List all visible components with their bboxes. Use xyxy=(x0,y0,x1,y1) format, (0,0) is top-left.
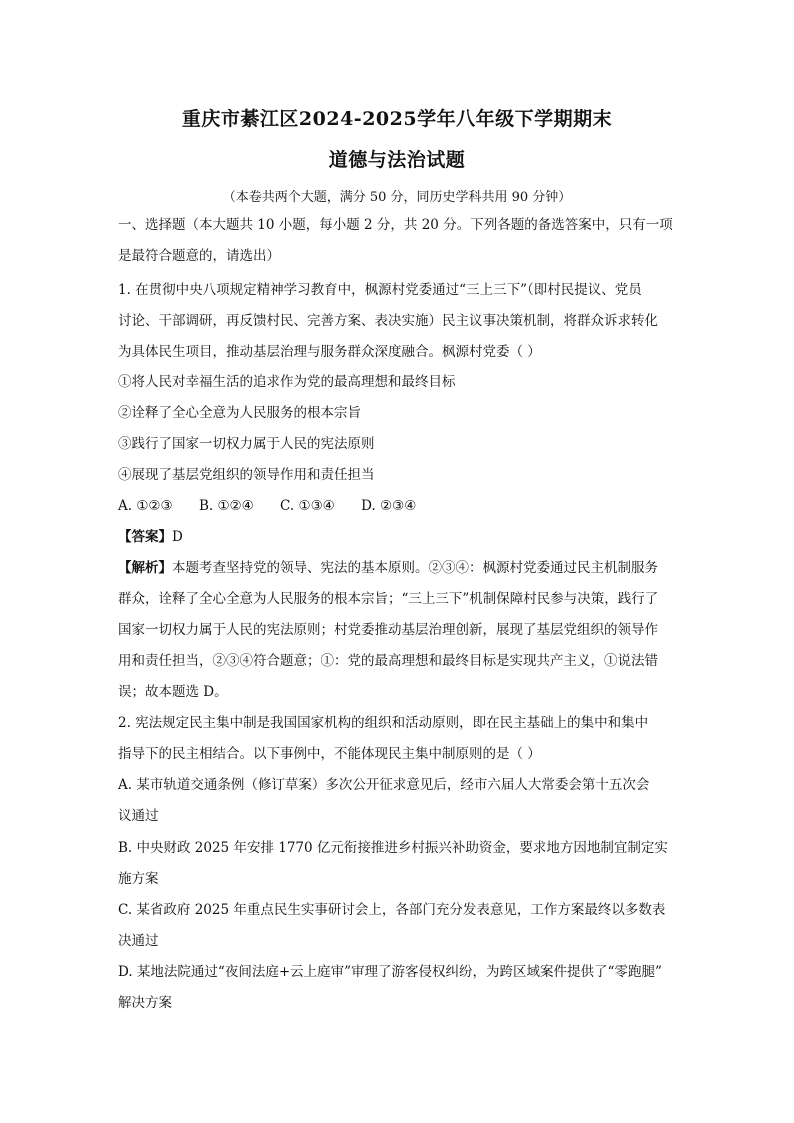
q2-option-b: B. 中央财政 2025 年安排 1770 亿元衔接推进乡村振兴补助资金，要求地方因地制宜制定实 xyxy=(118,840,668,856)
q1-answer xyxy=(118,528,183,546)
exam-note: （本卷共两个大题，满分 50 分，同历史学科共用 90 分钟） xyxy=(222,190,572,205)
section-heading: 一、选择题（本大题共 10 小题，每小题 2 分，共 20 分。下列各题的备选答案中，只有一项 xyxy=(118,217,673,233)
exam-title: 重庆市綦江区2024-2025学年八年级下学期期末 xyxy=(181,108,613,130)
q2-option-d: D. 某地法院通过“夜间法庭+云上庭审”审理了游客侵权纠纷，为跨区域案件提供了“零跑腿” xyxy=(118,964,662,980)
q2-option-d-cont: 解决方案 xyxy=(118,995,172,1011)
q1-analysis: 国家一切权力属于人民的宪法原则；村党委推动基层治理创新，展现了基层党组织的领导作 xyxy=(118,622,658,638)
q2-option-a: A. 某市轨道交通条例（修订草案）多次公开征求意见后，经市六届人大常委会第十五次会 xyxy=(118,777,650,793)
q1-option-d: D. ②③④ xyxy=(361,498,417,514)
q1-option-c: C. ①③④ xyxy=(280,498,335,514)
analysis-text: 本题考查坚持党的领导、宪法的基本原则。②③④：枫源村党委通过民主机制服务 xyxy=(172,560,658,576)
q2-option-a-cont: 议通过 xyxy=(118,808,159,824)
q2-option-c: C. 某省政府 2025 年重点民生实事研讨会上，各部门充分发表意见，工作方案最终以多数表 xyxy=(118,902,666,918)
q1-statement-4: ④展现了基层党组织的领导作用和责任担当 xyxy=(118,467,375,483)
q1-options xyxy=(118,497,438,515)
exam-subject-title: 道德与法治试题 xyxy=(328,149,466,171)
q2-stem: 2. 宪法规定民主集中制是我国国家机构的组织和活动原则，即在民主基础上的集中和集中 xyxy=(118,715,649,731)
q1-analysis: 用和责任担当，②③④符合题意；①：党的最高理想和最终目标是实现共产主义，①说法错 xyxy=(118,653,658,669)
q1-statement-2: ②诠释了全心全意为人民服务的根本宗旨 xyxy=(118,405,361,421)
q1-statement-1: ①将人民对幸福生活的追求作为党的最高理想和最终目标 xyxy=(118,374,456,390)
answer-label: 【答案】 xyxy=(118,529,172,545)
q1-stem: 讨论、干部调研，再反馈村民、完善方案、表决实施）民主议事决策机制，将群众诉求转化 xyxy=(118,313,658,329)
q2-stem: 指导下的民主相结合。以下事例中，不能体现民主集中制原则的是（ ） xyxy=(118,746,541,762)
analysis-label: 【解析】 xyxy=(118,560,172,576)
q1-option-a: A. ①②③ xyxy=(118,498,173,514)
q1-analysis: 误；故本题选 D。 xyxy=(118,684,228,700)
q1-stem: 为具体民生项目，推动基层治理与服务群众深度融合。枫源村党委（ ） xyxy=(118,344,541,360)
q1-analysis: 群众，诠释了全心全意为人民服务的根本宗旨；“三上三下”机制保障村民参与决策，践行了 xyxy=(118,591,659,607)
q1-option-b: B. ①②④ xyxy=(198,498,254,514)
section-heading-cont: 是最符合题意的，请选出） xyxy=(118,248,280,264)
q2-option-c-cont: 决通过 xyxy=(118,933,159,949)
q1-analysis xyxy=(118,559,658,577)
q1-stem: 1. 在贯彻中央八项规定精神学习教育中，枫源村党委通过“三上三下”（即村民提议、党员 xyxy=(118,282,642,298)
answer-value: D xyxy=(172,529,183,545)
q2-option-b-cont: 施方案 xyxy=(118,871,159,887)
q1-statement-3: ③践行了国家一切权力属于人民的宪法原则 xyxy=(118,436,375,452)
